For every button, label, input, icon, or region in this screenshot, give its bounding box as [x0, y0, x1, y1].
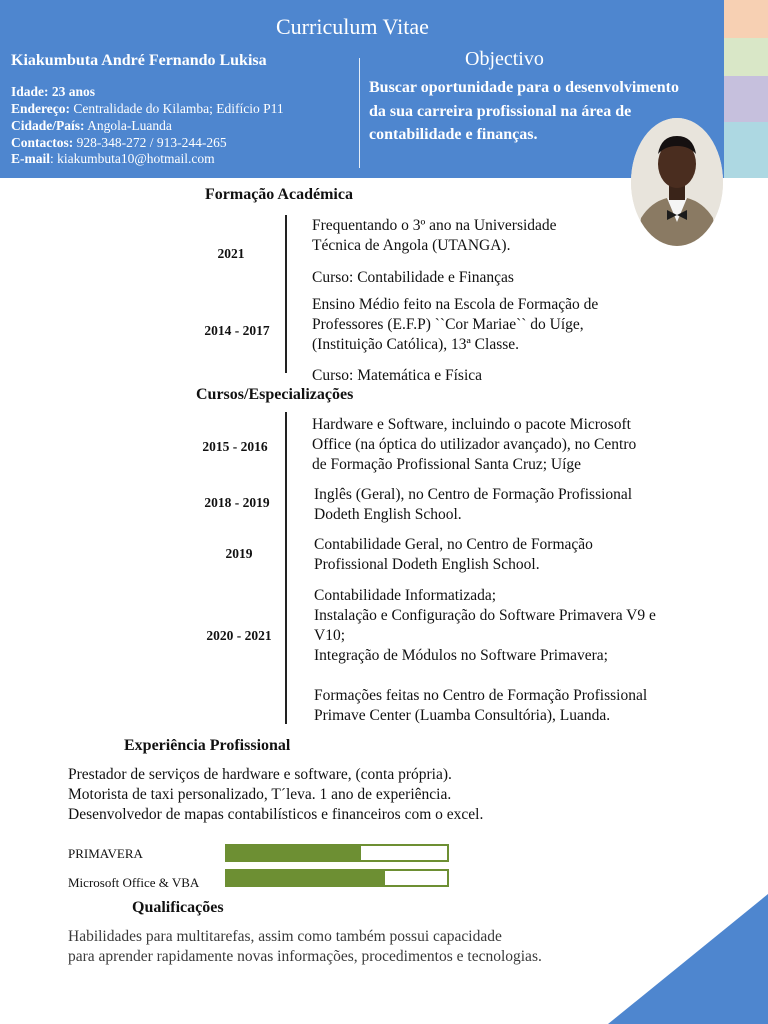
entry-line: Integração de Módulos no Software Primavera; — [314, 647, 608, 664]
education-year: 2021 — [217, 246, 245, 261]
contacts-line — [11, 135, 227, 151]
entry-line: Curso: Matemática e Física — [312, 367, 483, 384]
profile-photo-graphic — [631, 118, 723, 246]
experience-title: Experiência Profissional — [124, 737, 291, 754]
entry-line: Técnica de Angola (UTANGA). — [312, 237, 511, 254]
entry-line: Inglês (Geral), no Centro de Formação Profissional — [314, 486, 633, 503]
age-value: 23 anos — [51, 84, 96, 99]
age-line — [11, 84, 95, 100]
email-value: : kiakumbuta10@hotmail.com — [50, 151, 215, 166]
contacts-value: 928-348-272 / 913-244-265 — [76, 135, 227, 150]
qualifications-title: Qualificações — [132, 899, 224, 916]
skill-bar-primavera — [225, 844, 449, 862]
address-value: Centralidade do Kilamba; Edifício P11 — [73, 101, 284, 116]
entry-line — [314, 666, 656, 686]
qualifications-text — [68, 927, 648, 967]
course-year: 2019 — [225, 546, 253, 561]
course-year: 2015 - 2016 — [202, 439, 268, 454]
entry-line: de Formação Profissional Santa Cruz; Uíge — [312, 456, 582, 473]
qualification-line: Habilidades para multitarefas, assim como também possui capacidade — [68, 928, 502, 945]
document-title: Curriculum Vitae — [276, 14, 429, 39]
skill-bar-fill — [227, 871, 385, 885]
entry-line: Hardware e Software, incluindo o pacote Microsoft — [312, 416, 631, 433]
education-year: 2014 - 2017 — [204, 323, 270, 338]
objective-line: da sua carreira profissional na área de — [369, 102, 632, 120]
entry-line: V10; — [314, 627, 345, 644]
deco-block-green — [724, 38, 768, 76]
email-line — [11, 151, 215, 167]
city-line — [11, 118, 172, 134]
experience-item: Prestador de serviços de hardware e software, (conta própria). — [68, 766, 452, 783]
address-line — [11, 101, 284, 117]
objective-title: Objectivo — [465, 48, 544, 70]
entry-line: Ensino Médio feito na Escola de Formação de — [312, 296, 599, 313]
entry-line — [312, 355, 598, 366]
age-label: Idade: — [11, 84, 49, 99]
course-entry — [312, 415, 636, 475]
entry-line: Dodeth English School. — [314, 506, 462, 523]
courses-timeline — [285, 412, 287, 724]
city-value: Angola-Luanda — [87, 118, 172, 133]
corner-decoration — [608, 894, 768, 1024]
entry-line — [312, 256, 557, 268]
entry-line: Contabilidade Informatizada; — [314, 587, 497, 604]
address-label: Endereço: — [11, 101, 70, 116]
entry-line: Frequentando o 3º ano na Universidade — [312, 217, 557, 234]
skill-label-office-vba: Microsoft Office & VBA — [68, 875, 200, 890]
deco-block-lilac — [724, 76, 768, 122]
entry-line: Profissional Dodeth English School. — [314, 556, 540, 573]
course-entry — [314, 586, 656, 726]
header-banner — [0, 0, 724, 178]
entry-line: Professores (E.F.P) ``Cor Mariae`` do Uíge, — [312, 316, 584, 333]
city-label: Cidade/País: — [11, 118, 85, 133]
courses-title: Cursos/Especializações — [196, 386, 354, 403]
objective-line: Buscar oportunidade para o desenvolvimento — [369, 79, 679, 96]
entry-line: Primave Center (Luamba Consultória), Luanda. — [314, 707, 611, 724]
education-title: Formação Académica — [205, 186, 353, 203]
education-timeline — [285, 215, 287, 373]
entry-line: Instalação e Configuração do Software Primavera V9 e — [314, 607, 656, 624]
deco-block-peach — [724, 0, 768, 38]
course-year: 2018 - 2019 — [204, 495, 270, 510]
course-entry — [314, 535, 593, 575]
contacts-label: Contactos: — [11, 135, 74, 150]
qualification-line: para aprender rapidamente novas informações, procedimentos e tecnologias. — [68, 948, 542, 965]
entry-line: Formações feitas no Centro de Formação Profissional — [314, 687, 648, 704]
deco-block-cyan — [724, 122, 768, 178]
course-entry — [314, 485, 632, 525]
experience-item: Desenvolvedor de mapas contabilísticos e financeiros com o excel. — [68, 806, 484, 823]
course-year: 2020 - 2021 — [206, 628, 272, 643]
entry-line: Office (na óptica do utilizador avançado), no Centro — [312, 436, 637, 453]
candidate-name: Kiakumbuta André Fernando Lukisa — [11, 52, 267, 69]
education-entry — [312, 216, 557, 288]
header-divider — [359, 58, 360, 168]
entry-line: (Instituição Católica), 13ª Classe. — [312, 336, 520, 353]
email-label: E-mail — [11, 151, 50, 166]
entry-line: Contabilidade Geral, no Centro de Formação — [314, 536, 593, 553]
experience-item: Motorista de taxi personalizado, T´leva. 1 ano de experiência. — [68, 786, 452, 803]
profile-photo — [631, 118, 723, 246]
skill-bar-office-vba — [225, 869, 449, 887]
entry-line: Curso: Contabilidade e Finanças — [312, 269, 514, 286]
skill-label-primavera: PRIMAVERA — [68, 846, 143, 861]
skill-bar-fill — [227, 846, 361, 860]
education-entry — [312, 295, 598, 386]
objective-line: contabilidade e finanças. — [369, 126, 538, 143]
